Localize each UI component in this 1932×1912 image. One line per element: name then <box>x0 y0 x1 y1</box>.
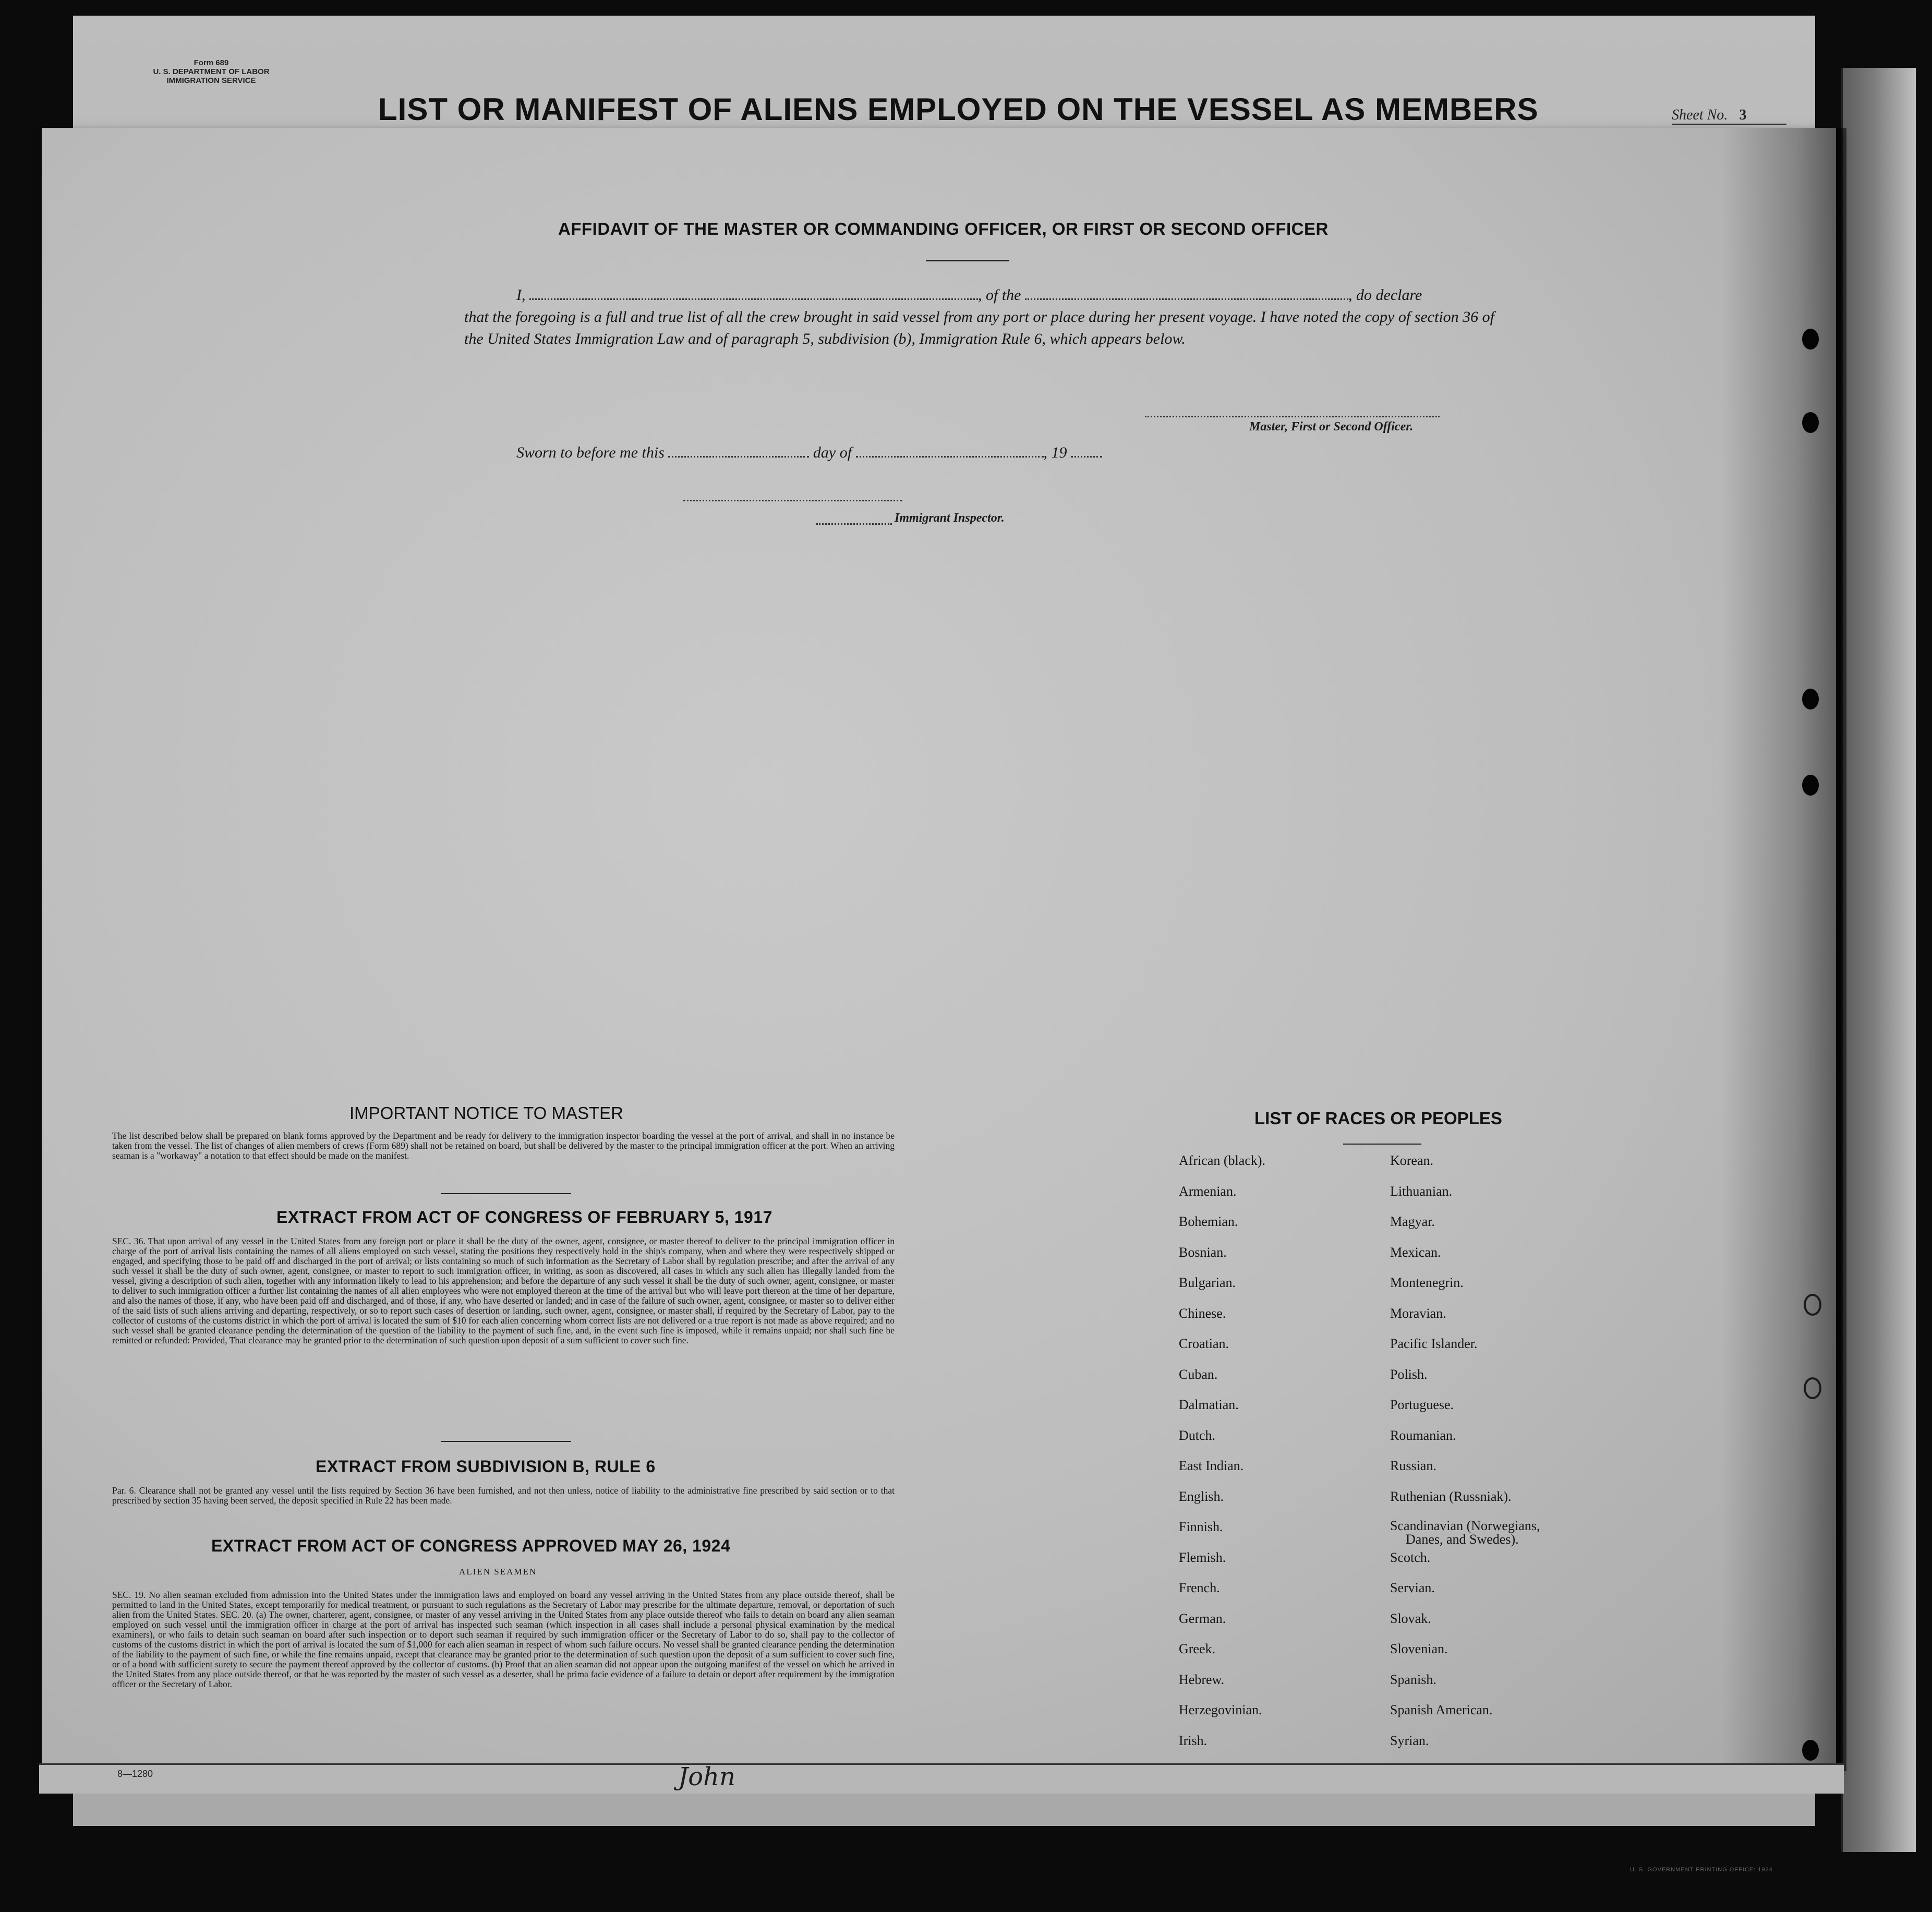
race-item: Slovenian. <box>1390 1641 1448 1656</box>
race-item: Croatian. <box>1179 1336 1229 1351</box>
sheet-number: Sheet No. 3 <box>1672 107 1786 125</box>
extract-1917-text: SEC. 36. That upon arrival of any vessel in the United States from any foreign port or place it shall be the duty of the owner, agent, consignee, or master thereof to deliver to the principal immigration officer in charge of the port of arrival lists containing the names of all aliens employed on such vessel, stating the positions they respectively hold in the ship's company, when and where they were respectively shipped or engaged, and specifying those to be paid off and discharged in the port of arrival; or lists containing so much of such information as the Secretary of Labor shall by regulation prescribe; and after the arrival of any such vessel it shall be the duty of such owner, agent, consignee, or master to report to such immigration officer, in writing, as soon as discovered, all cases in which any such alien has illegally landed from the vessel, giving a description of such alien, together with any information likely to lead to his apprehension; and before the departure of any such vessel it shall be the duty of such owner, agent, consignee, or master to deliver to such immigration officer a further list containing the names of all alien employees who were not employed thereon at the time of the arrival but who will leave port thereon at the time of her departure, and also the names of those, if any, who have been paid off and discharged, and of those, if any, who have deserted or landed; and in case of the failure of such owner, agent, consignee, or master so to deliver either of the said lists of such aliens arriving and departing, respectively, or so to report such cases of desertion or landing, such owner, agent, consignee, or master shall, if required by the Secretary of Labor, pay to the collector of customs of the customs district in which the port of arrival is located the sum of $10 for each alien concerning whom correct lists are not delivered or a true report is not made as above required; and no such vessel shall be granted clearance pending the determination of the question of the liability to the payment of such fine, and, in the event such fine is imposed, while it remains unpaid; nor shall such fine be remitted or refunded: Provided, That clearance may be granted prior to the determination of such question upon deposit of a sum sufficient to cover such fine. <box>112 1236 895 1345</box>
inspector-signature-line[interactable] <box>683 500 902 501</box>
race-item: Magyar. <box>1390 1214 1435 1229</box>
race-item: Armenian. <box>1179 1183 1237 1199</box>
race-item: Lithuanian. <box>1390 1183 1453 1199</box>
master-signature-label: Master, First or Second Officer. <box>1249 420 1414 434</box>
race-item: Spanish American. <box>1390 1702 1493 1717</box>
race-item: Bulgarian. <box>1179 1275 1236 1290</box>
race-item: Syrian. <box>1390 1733 1429 1748</box>
race-item: Chinese. <box>1179 1305 1226 1321</box>
race-item: Montenegrin. <box>1390 1275 1464 1290</box>
race-item: Finnish. <box>1179 1519 1223 1534</box>
binder-hole <box>1802 1740 1819 1761</box>
name-blank[interactable] <box>529 286 978 300</box>
notice-text: The list described below shall be prepared on blank forms approved by the Department and be ready for delivery to the immigration inspector boarding the vessel at the port of arrival, and shall in no instance be taken from the vessel. The list of changes of alien members of crews (Form 689) shall not be retained on board, but shall be delivered by the master to the principal immigration officer at the port. When an arriving seaman is a "workaway" a notation to that effect should be made on the manifest. <box>112 1131 895 1161</box>
affidavit-i: I, <box>516 286 526 304</box>
race-item: Scandinavian (Norwegians, Danes, and Swedes). <box>1390 1518 1540 1547</box>
race-item: Servian. <box>1390 1580 1435 1595</box>
of-the-label: , of the <box>978 286 1021 304</box>
extract-rule6-text: Par. 6. Clearance shall not be granted any vessel until the lists required by Section 36 have been furnished, and not then unless, notice of liability to the administrative fine prescribed by said section or to that prescribed by section 35 having been served, the deposit specified in Rule 22 has been made. <box>112 1485 895 1506</box>
race-item: Flemish. <box>1179 1549 1226 1565</box>
inspector-label: Immigrant Inspector. <box>895 511 1005 525</box>
race-item: Bohemian. <box>1179 1214 1238 1229</box>
race-item: Roumanian. <box>1390 1427 1456 1443</box>
sworn-year-blank[interactable] <box>1071 443 1102 458</box>
race-item: African (black). <box>1179 1153 1266 1168</box>
race-item: Irish. <box>1179 1733 1208 1748</box>
race-item: Dalmatian. <box>1179 1397 1239 1412</box>
race-item: Slovak. <box>1390 1610 1431 1626</box>
races-column-1 <box>1179 1153 1265 1763</box>
race-item: Mexican. <box>1390 1244 1441 1260</box>
title-rule <box>926 260 1009 261</box>
race-item: Polish. <box>1390 1366 1428 1382</box>
races-title: LIST OF RACES OR PEOPLES <box>1254 1109 1502 1128</box>
printer-imprint: U. S. GOVERNMENT PRINTING OFFICE: 1924 <box>1630 1867 1773 1873</box>
race-item: Herzegovinian. <box>1179 1702 1262 1717</box>
binder-hole <box>1802 775 1819 796</box>
vessel-blank[interactable] <box>1025 286 1348 300</box>
race-item: Ruthenian (Russniak). <box>1390 1488 1512 1504</box>
extract-1924-subtitle: ALIEN SEAMEN <box>459 1567 537 1577</box>
handwritten-signature: John <box>678 1762 735 1791</box>
race-item: Korean. <box>1390 1153 1434 1168</box>
race-item: Dutch. <box>1179 1427 1216 1443</box>
notice-rule <box>441 1193 571 1194</box>
inspector-lead-line <box>816 523 892 525</box>
race-item: German. <box>1179 1610 1226 1626</box>
manifest-title: LIST OR MANIFEST OF ALIENS EMPLOYED ON THE VESSEL AS MEMBERS <box>378 92 1539 127</box>
extract-1917-rule <box>441 1441 571 1442</box>
binder-hole <box>1802 689 1819 710</box>
race-item: Bosnian. <box>1179 1244 1227 1260</box>
extract-rule6-title: EXTRACT FROM SUBDIVISION B, RULE 6 <box>316 1457 656 1476</box>
race-item: French. <box>1179 1580 1220 1595</box>
race-item: Greek. <box>1179 1641 1216 1656</box>
master-signature-line[interactable] <box>1145 416 1440 417</box>
affidavit-body <box>464 284 1507 350</box>
page-edge-shadow <box>1721 128 1846 1771</box>
extract-1924-title: EXTRACT FROM ACT OF CONGRESS APPROVED MAY 26, 1924 <box>211 1536 731 1555</box>
underlying-sheet-bottom-strip <box>39 1763 1844 1794</box>
affidavit-statement: that the foregoing is a full and true list of all the crew brought in said vessel from any port or place during her present voyage. I have noted the copy of section 36 of the United States Immigration Law and of paragraph 5, subdivision (b), Immigration Rule 6, which appears below. <box>464 308 1494 347</box>
race-item: East Indian. <box>1179 1458 1244 1473</box>
underlying-sheet-edge <box>1841 68 1916 1852</box>
sworn-line: Sworn to before me this day of , 19 <box>516 443 1247 462</box>
binder-hole <box>1802 412 1819 433</box>
race-item: Portuguese. <box>1390 1397 1454 1412</box>
race-item: Scotch. <box>1390 1549 1431 1565</box>
do-declare-label: , do declare <box>1348 286 1422 304</box>
affidavit-page <box>42 128 1836 1771</box>
race-item: Moravian. <box>1390 1305 1446 1321</box>
race-item: Russian. <box>1390 1458 1436 1473</box>
race-item: Cuban. <box>1179 1366 1218 1382</box>
binder-hole <box>1804 1294 1821 1316</box>
extract-1917-title: EXTRACT FROM ACT OF CONGRESS OF FEBRUARY 5, 1917 <box>276 1208 772 1226</box>
extract-1924-text: SEC. 19. No alien seaman excluded from admission into the United States under the immigration laws and employed on board any vessel arriving in the United States from any place outside thereof, shall be permitted to land in the United States, except temporarily for medical treatment, or pursuant to such regulations as the Secretary of Labor may prescribe for the ultimate departure, removal, or deportation of such alien from the United States. SEC. 20. (a) The owner, charterer, agent, consignee, or master of any vessel arriving in the United States from any place outside thereof who fails to detain on board any alien seaman employed on such vessel until the immigration officer in charge at the port of arrival has inspected such seaman (which inspection in all cases shall include a personal physical examination by the medical examiners), or who fails to detain such seaman on board after such inspection or to deport such seaman if required by such immigration officer or the Secretary of Labor to do so, shall pay to the collector of customs of the customs district in which the port of arrival is located the sum of $1,000 for each alien seaman in respect of whom such failure occurs. No vessel shall be granted clearance pending the determination of the liability to the payment of such fine, or while the fine remains unpaid, except that clearance may be granted prior to the determination of such question upon the deposit of a sum sufficient to cover such fine, or of a bond with sufficient surety to secure the payment thereof approved by the collector of customs. (b) Proof that an alien seaman did not appear upon the outgoing manifest of the vessel on which he arrived in the United States from any place outside thereof, or that he was reported by the master of such vessel as a deserter, shall be prima facie evidence of a failure to detain or deport after requirement by the immigration officer or the Secretary of Labor. <box>112 1590 895 1689</box>
strip-code: 8—1280 <box>117 1769 153 1779</box>
binder-hole <box>1802 329 1819 350</box>
affidavit-title: AFFIDAVIT OF THE MASTER OR COMMANDING OFFICER, OR FIRST OR SECOND OFFICER <box>558 219 1329 238</box>
sworn-month-blank[interactable] <box>856 443 1044 458</box>
races-column-2 <box>1390 1153 1540 1763</box>
form-identifier: Form 689 U. S. DEPARTMENT OF LABOR IMMIGRATION SERVICE <box>153 58 270 85</box>
sworn-day-blank[interactable] <box>668 443 809 458</box>
race-item: English. <box>1179 1488 1224 1504</box>
notice-title: IMPORTANT NOTICE TO MASTER <box>349 1103 624 1123</box>
race-item: Spanish. <box>1390 1672 1436 1687</box>
race-item: Pacific Islander. <box>1390 1336 1478 1351</box>
races-rule <box>1343 1144 1421 1145</box>
race-item: Hebrew. <box>1179 1672 1225 1687</box>
binder-hole <box>1804 1377 1821 1399</box>
